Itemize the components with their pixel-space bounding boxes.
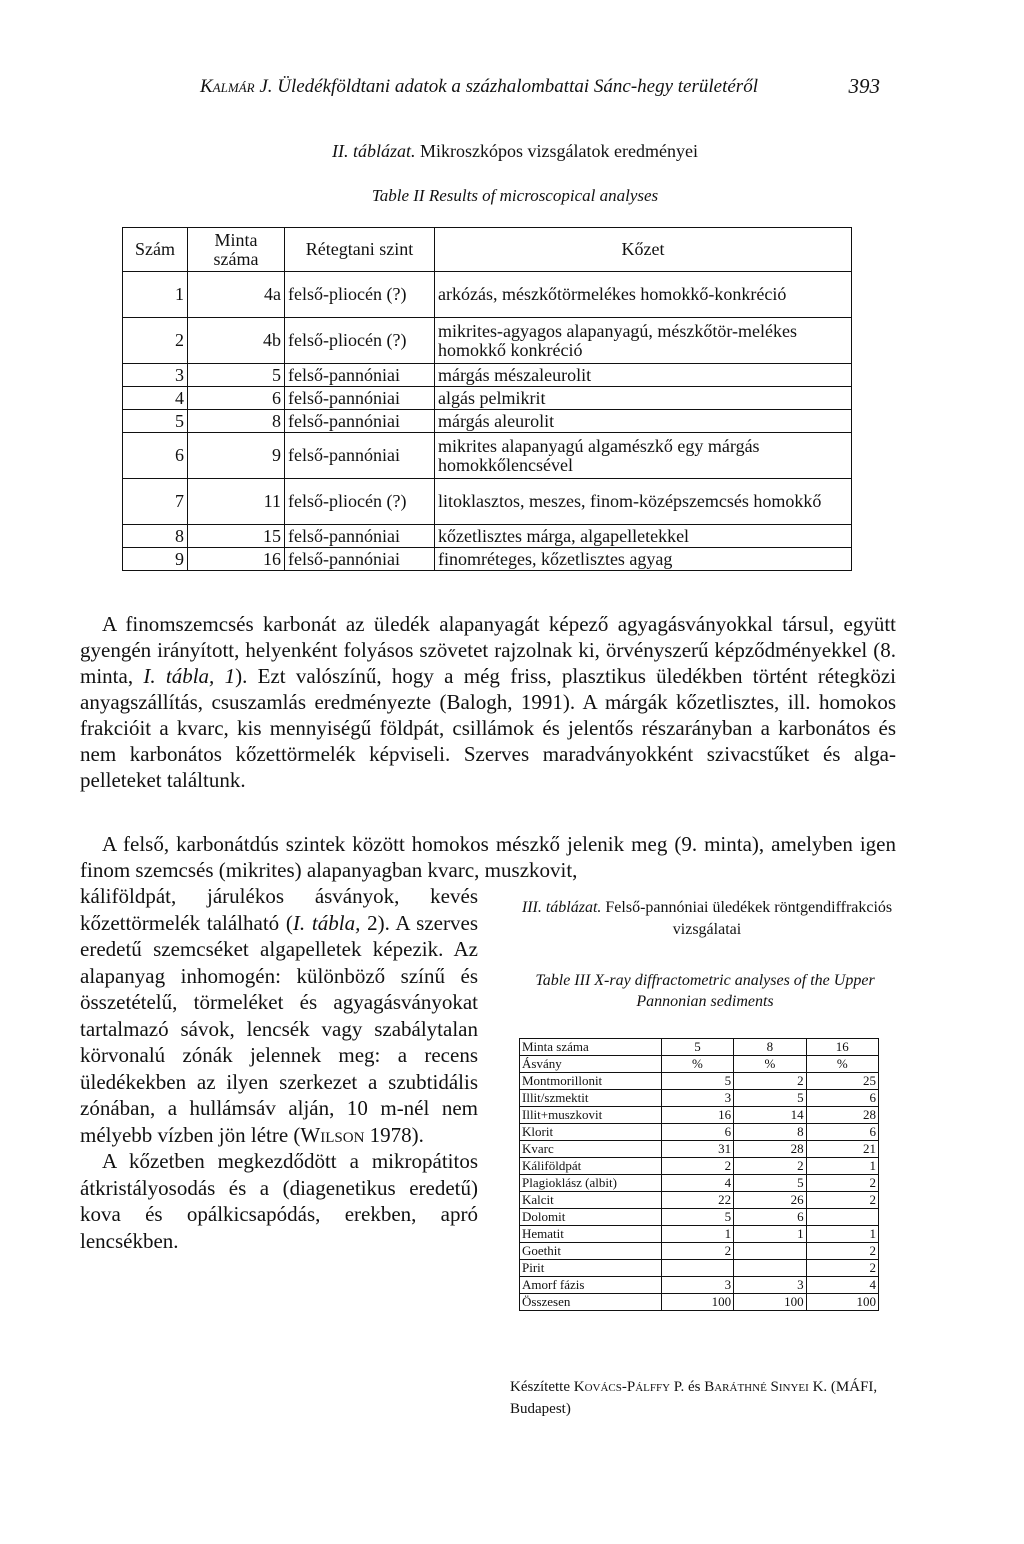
paragraph-1 (80, 611, 896, 793)
table3-value-cell: 21 (806, 1141, 878, 1158)
table2-cell-no: 4 (123, 387, 188, 410)
table2-cell-rock: márgás aleurolit (435, 410, 852, 433)
table2-cell-no: 2 (123, 318, 188, 364)
left-column (80, 883, 478, 1254)
table3-sample-label: Minta száma (520, 1039, 662, 1056)
table3-value-cell: 4 (806, 1277, 878, 1294)
table2-row (123, 548, 852, 571)
table3-value-cell: 100 (734, 1294, 806, 1311)
table3-value-cell: 8 (734, 1124, 806, 1141)
paragraph-2-start (80, 831, 896, 883)
table3-row (520, 1260, 879, 1277)
table2-cell-no: 9 (123, 548, 188, 571)
table2-header-row (123, 228, 852, 272)
table3-row (520, 1277, 879, 1294)
table3-value-cell: 2 (806, 1192, 878, 1209)
table2-cell-rock: kőzetlisztes márga, algapelletekkel (435, 525, 852, 548)
credit-name-1: Kovács-Pálffy (573, 1379, 671, 1395)
table3-value-cell: 6 (734, 1209, 806, 1226)
table3-value-cell: 2 (661, 1243, 733, 1260)
header-title: Üledékföldtani adatok a százhalombattai Sánc-hegy területéről (277, 76, 758, 97)
paragraph-2-cite-name: Wilson (300, 1122, 365, 1147)
table3-unit-cell: % (806, 1056, 878, 1073)
table3-value-cell: 6 (661, 1124, 733, 1141)
table2-cell-sample: 4b (188, 318, 285, 364)
table3-value-cell: 2 (806, 1243, 878, 1260)
table3-caption-label: III. táblázat. (521, 899, 602, 916)
table2-body (123, 272, 852, 571)
table2-row (123, 410, 852, 433)
table2-header-cell: Minta száma (188, 228, 285, 272)
paragraph-2-cont1: káliföldpát, járulékos ásványok, kevés kőzettörmelék található ( (80, 884, 478, 935)
table3-row (520, 1192, 879, 1209)
table3-mineral-name: Plagioklász (albit) (520, 1175, 662, 1192)
table3-value-cell (734, 1243, 806, 1260)
table3-row (520, 1175, 879, 1192)
table2-cell-no: 6 (123, 433, 188, 479)
table2-cell-sample: 6 (188, 387, 285, 410)
table3-mineral-name: Montmorillonit (520, 1073, 662, 1090)
table3-row (520, 1090, 879, 1107)
table3-value-cell: 5 (734, 1090, 806, 1107)
table3-mineral-name: Pirit (520, 1260, 662, 1277)
table3-value-cell (734, 1260, 806, 1277)
table3-mineral-name: Kvarc (520, 1141, 662, 1158)
table3-value-cell: 3 (661, 1277, 733, 1294)
table3-mineral-name: Goethit (520, 1243, 662, 1260)
table2-row (123, 364, 852, 387)
table3-value-cell: 1 (734, 1226, 806, 1243)
table3-value-cell: 22 (661, 1192, 733, 1209)
table3-value-cell: 2 (661, 1158, 733, 1175)
table3-value-cell: 16 (661, 1107, 733, 1124)
table3-row (520, 1294, 879, 1311)
table2-cell-sample: 4a (188, 272, 285, 318)
table3-unit-row (520, 1056, 879, 1073)
table3-value-cell: 2 (734, 1158, 806, 1175)
table3-value-cell: 5 (661, 1073, 733, 1090)
table3-value-cell: 6 (806, 1090, 878, 1107)
table3-value-cell: 2 (734, 1073, 806, 1090)
table2-cell-sample: 15 (188, 525, 285, 548)
table3-mineral-name: Káliföldpát (520, 1158, 662, 1175)
paragraph-2-continuation (80, 883, 478, 1148)
table2-header-cell: Kőzet (435, 228, 852, 272)
table2-caption (120, 141, 910, 162)
table2-cell-rock: márgás mészaleurolit (435, 364, 852, 387)
table3-value-cell: 14 (734, 1107, 806, 1124)
table2-cell-rock: algás pelmikrit (435, 387, 852, 410)
table2-cell-rock: mikrites-agyagos alapanyagú, mészkőtör-melékes homokkő konkréció (435, 318, 852, 364)
table3-value-cell: 3 (734, 1277, 806, 1294)
table3-value-cell: 28 (734, 1141, 806, 1158)
table2-cell-rock: litoklasztos, meszes, finom-középszemcsés homokkő (435, 479, 852, 525)
table3-row (520, 1209, 879, 1226)
table2-cell-level: felső-pannóniai (285, 525, 435, 548)
table3-mineral-name: Hematit (520, 1226, 662, 1243)
table3-value-cell: 26 (734, 1192, 806, 1209)
table2-row (123, 272, 852, 318)
table2-cell-level: felső-pannóniai (285, 387, 435, 410)
table3-mineral-name: Illit+muszkovit (520, 1107, 662, 1124)
table2-caption-label: II. táblázat. (332, 141, 416, 161)
table2-cell-level: felső-pannóniai (285, 548, 435, 571)
paragraph-1-ref: I. tábla, 1 (143, 664, 236, 688)
header-author: Kalmár (200, 76, 255, 97)
table3-value-cell (806, 1209, 878, 1226)
table2-caption-en: Table II Results of microscopical analyses (371, 186, 659, 205)
table2-cell-no: 8 (123, 525, 188, 548)
header-author-initial: J. (259, 76, 273, 97)
table2-cell-level: felső-pannóniai (285, 410, 435, 433)
paragraph-2-cont2: 2). A szerves eredetű szemcséket algapelletek képezik. Az alapanyag inhomogén: különböző színű és összetételű, törmeléket és agyagásványokat tartalmazó sávok, lencsék vagy szabálytalan körvonalú zónák jelennek meg: a recens üledékekben az ilyen szerkezet a szubtidális zónában, a hullámsáv alján, 10 m-nél nem mélyebb vízben jön létre ( (80, 910, 478, 1147)
paragraph-3: A kőzetben megkezdődött a mikropátitos átkristályosodás és a (diagenetikus eredetű) kova és opálkicsapódás, erekben, apró lencsékben. (80, 1149, 478, 1253)
table3-unit-cell: % (661, 1056, 733, 1073)
table2-row (123, 318, 852, 364)
table3-value-cell: 25 (806, 1073, 878, 1090)
table2-header-cell: Rétegtani szint (285, 228, 435, 272)
paragraph-1-part2: ). Ezt valószínű, hogy a még friss, plasztikus üledékben történt rétegközi anyagszállítás, csuszamlás eredményezte (Balogh, 1991). A márgák kőzetlisztes, ill. homokos frakcióit a kvarc, kis mennyiségű földpát, csillámok és jelentős részarányban a karbonátos és nem karbonátos kőzettörmelék képviseli. Szerves maradványokként szivacstűket és alga-pelleteket találtunk. (80, 664, 896, 792)
table3-sample-row (520, 1039, 879, 1056)
table2-cell-level: felső-pannóniai (285, 364, 435, 387)
table3-value-cell: 31 (661, 1141, 733, 1158)
credit-mid: P. és (670, 1379, 705, 1395)
table3-mineral-name: Dolomit (520, 1209, 662, 1226)
paragraph-1-part1: A finomszemcsés karbonát az üledék alapanyagát képező agyagásványokkal társul, együtt gyengén irányított, helyenként folyásos szövetet rajzolnak ki, örvényszerű képződményekkel (8. minta, (80, 612, 896, 688)
table2 (122, 227, 852, 571)
table2-caption-hu: Mikroszkópos vizsgálatok eredményei (420, 141, 698, 161)
table3-mineral-name: Kalcit (520, 1192, 662, 1209)
table3-row (520, 1073, 879, 1090)
table3-row (520, 1226, 879, 1243)
table3-caption (512, 897, 902, 941)
table3-mineral-label: Ásvány (520, 1056, 662, 1073)
table2-cell-sample: 11 (188, 479, 285, 525)
table3-value-cell: 100 (661, 1294, 733, 1311)
running-title (200, 76, 758, 98)
table3-mineral-name: Illit/szmektit (520, 1090, 662, 1107)
table2-cell-rock: finomréteges, kőzetlisztes agyag (435, 548, 852, 571)
paragraph-2-first-lines: A felső, karbonátdús szintek között homokos mészkő jelenik meg (9. minta), amelyben igen finom szemcsés (mikrites) alapanyagban kvarc, muszkovit, (80, 832, 896, 882)
table2-cell-sample: 8 (188, 410, 285, 433)
table3-value-cell: 5 (661, 1209, 733, 1226)
table3-mineral-name: Amorf fázis (520, 1277, 662, 1294)
table3-value-cell: 1 (661, 1226, 733, 1243)
paragraph-2-ref: I. tábla, (292, 910, 361, 935)
table3-value-cell: 2 (806, 1175, 878, 1192)
table3-value-cell: 1 (806, 1226, 878, 1243)
table2-row (123, 433, 852, 479)
table2-cell-level: felső-pliocén (?) (285, 318, 435, 364)
table2-cell-rock: arkózás, mészkőtörmelékes homokkő-konkréció (435, 272, 852, 318)
table3-value-cell: 1 (806, 1158, 878, 1175)
table3-sample-cell: 5 (661, 1039, 733, 1056)
table3-value-cell: 100 (806, 1294, 878, 1311)
table3-value-cell: 3 (661, 1090, 733, 1107)
table3-caption-hu: Felső-pannóniai üledékek röntgendiffrakciós vizsgálatai (605, 899, 893, 938)
table3-mineral-name: Összesen (520, 1294, 662, 1311)
table2-cell-rock: mikrites alapanyagú algamészkő egy márgás homokkőlencsével (435, 433, 852, 479)
table2-row (123, 525, 852, 548)
table2-cell-level: felső-pannóniai (285, 433, 435, 479)
table3-unit-cell: % (734, 1056, 806, 1073)
credit-line (510, 1376, 905, 1420)
table2-cell-no: 3 (123, 364, 188, 387)
table3-value-cell: 2 (806, 1260, 878, 1277)
table2-cell-sample: 16 (188, 548, 285, 571)
table3-row (520, 1107, 879, 1124)
running-header (200, 74, 880, 104)
table2-header-cell: Szám (123, 228, 188, 272)
table3-row (520, 1124, 879, 1141)
table3-value-cell: 5 (734, 1175, 806, 1192)
table2-cell-level: felső-pliocén (?) (285, 272, 435, 318)
table2-cell-no: 1 (123, 272, 188, 318)
table2-cell-sample: 9 (188, 433, 285, 479)
table3-value-cell: 28 (806, 1107, 878, 1124)
table2-row (123, 387, 852, 410)
table3-row (520, 1243, 879, 1260)
table2-cell-no: 5 (123, 410, 188, 433)
table3-caption-en: Table III X-ray diffractometric analyses of the Upper Pannonian sediments (535, 972, 875, 1010)
table3-value-cell (661, 1260, 733, 1277)
paragraph-2-cite-year: 1978). (364, 1122, 424, 1147)
table3-value-cell: 4 (661, 1175, 733, 1192)
table3-mineral-name: Klorit (520, 1124, 662, 1141)
credit-suffix: K. (MÁFI, Budapest) (510, 1379, 878, 1417)
table3-sample-cell: 16 (806, 1039, 878, 1056)
table3-row (520, 1158, 879, 1175)
paragraph-1-text (80, 611, 896, 793)
table3-value-cell: 6 (806, 1124, 878, 1141)
table3-sample-cell: 8 (734, 1039, 806, 1056)
table2-cell-sample: 5 (188, 364, 285, 387)
page-number: 393 (848, 74, 880, 98)
table2-cell-no: 7 (123, 479, 188, 525)
table2-row (123, 479, 852, 525)
table3-body (520, 1039, 879, 1311)
table3-row (520, 1141, 879, 1158)
table3 (519, 1038, 879, 1311)
credit-name-2: Baráthné Sinyei (704, 1379, 809, 1395)
table2-cell-level: felső-pliocén (?) (285, 479, 435, 525)
credit-prefix: Készítette (510, 1379, 574, 1395)
